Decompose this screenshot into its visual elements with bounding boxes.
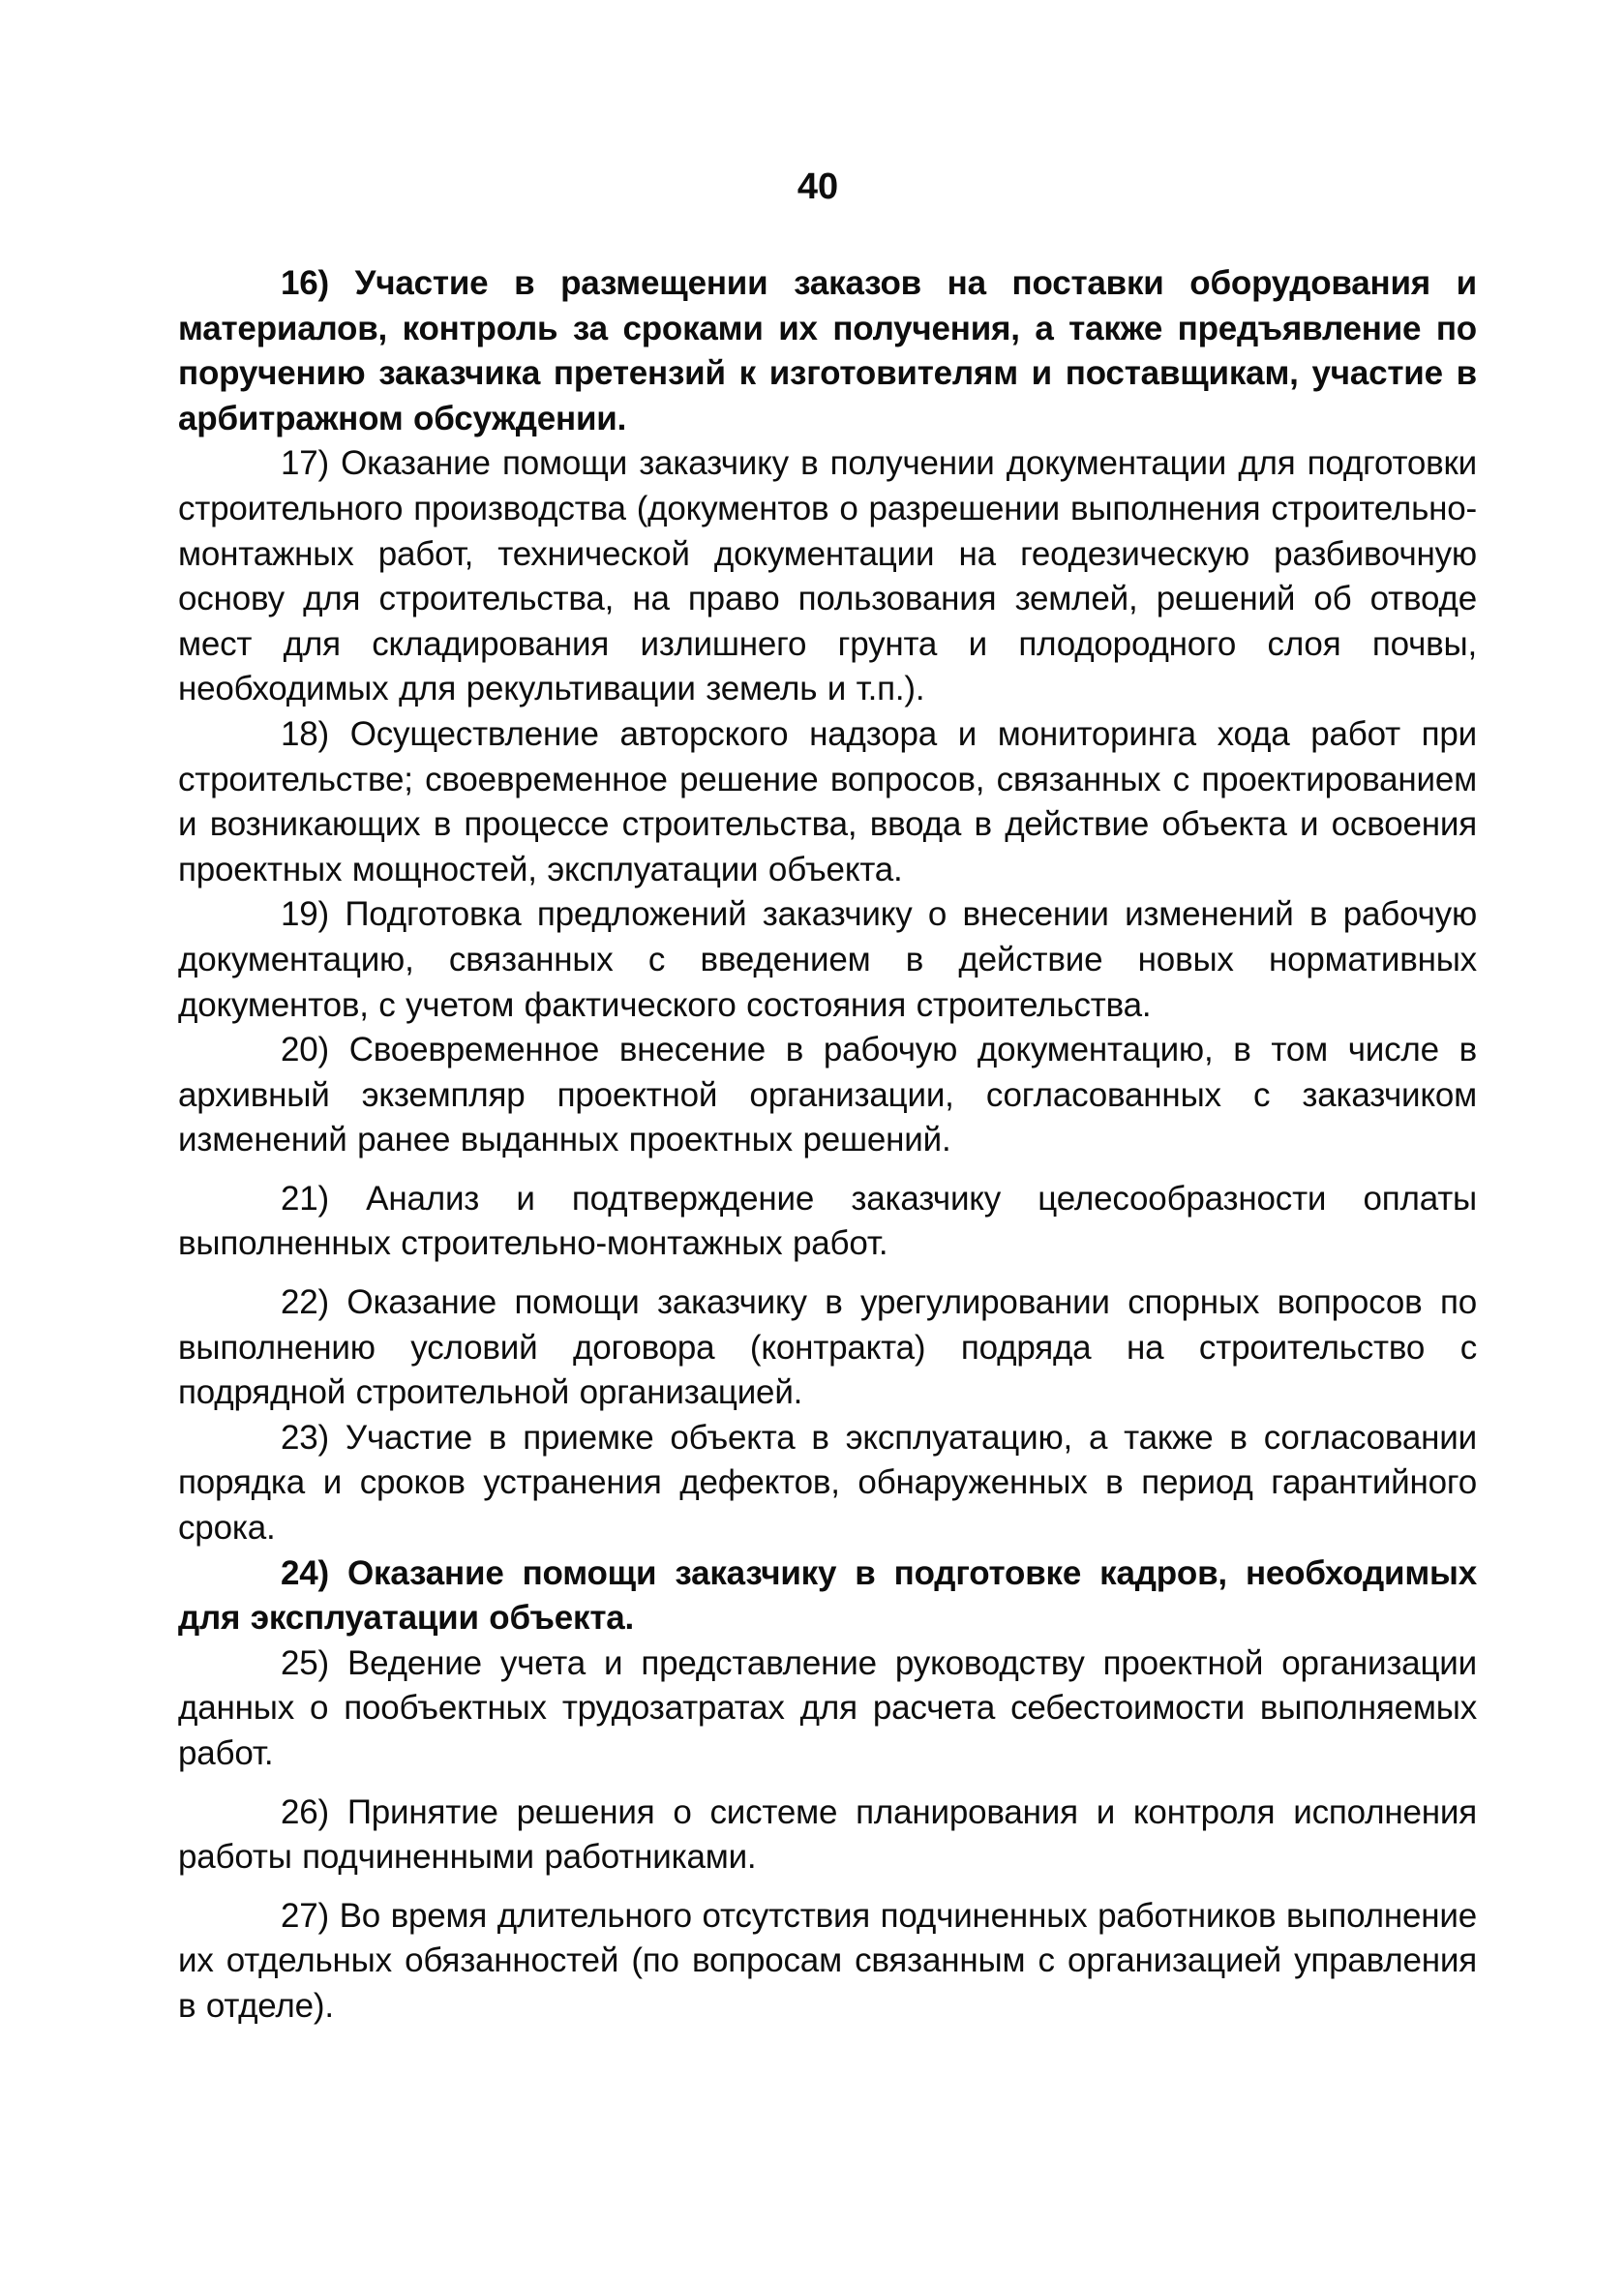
page-number: 40 xyxy=(797,166,839,207)
paragraph-24: 24) Оказание помощи заказчику в подготовке кадров, необходимых для эксплуатации объекта. xyxy=(178,1553,1477,1638)
paragraph-23: 23) Участие в приемке объекта в эксплуатацию, а также в согласовании порядка и сроков устранения дефектов, обнаруженных в период гарантийного срока. xyxy=(178,1418,1477,1548)
paragraph-20: 20) Своевременное внесение в рабочую документацию, в том числе в архивный экземпляр проектной организации, согласованных с заказчиком изменений ранее выданных проектных решений. xyxy=(178,1031,1477,1159)
document-body xyxy=(178,261,1477,2030)
paragraph-16: 16) Участие в размещении заказов на поставки оборудования и материалов, контроль за сроками их получения, а также предъявление по поручению заказчика претензий к изготовителям и поставщикам, участие в арбитражном обсуждении. xyxy=(178,264,1477,437)
paragraph-17: 17) Оказание помощи заказчику в получении документации для подготовки строительного производства (документов о разрешении выполнения строительно-монтажных работ, технической документации на геодезическую разбивочную основу для строительства, на право пользования землей, решений об отводе мест для складирования излишнего грунта и плодородного слоя почвы, необходимых для рекультивации земель и т.п.). xyxy=(178,444,1477,708)
paragraph-27: 27) Во время длительного отсутствия подчиненных работников выполнение их отдельных обязанностей (по вопросам связанным с организацией управления в отделе). xyxy=(178,1896,1477,2025)
paragraph-19: 19) Подготовка предложений заказчику о внесении изменений в рабочую документацию, связанных с введением в действие новых нормативных документов, с учетом фактического состояния строительства. xyxy=(178,895,1477,1024)
paragraph-18: 18) Осуществление авторского надзора и мониторинга хода работ при строительстве; своевременное решение вопросов, связанных с проектированием и возникающих в процессе строительства, ввода в действие объекта и освоения проектных мощностей, эксплуатации объекта. xyxy=(178,714,1477,888)
paragraph-22: 22) Оказание помощи заказчику в урегулировании спорных вопросов по выполнению условий договора (контракта) подряда на строительство с подрядной строительной организацией. xyxy=(178,1283,1477,1412)
paragraph-21: 21) Анализ и подтверждение заказчику целесообразности оплаты выполненных строительно-монтажных работ. xyxy=(178,1179,1477,1263)
paragraph-26: 26) Принятие решения о системе планирования и контроля исполнения работы подчиненными работниками. xyxy=(178,1792,1477,1877)
paragraph-25: 25) Ведение учета и представление руководству проектной организации данных о пообъектных трудозатратах для расчета себестоимости выполняемых работ. xyxy=(178,1643,1477,1772)
